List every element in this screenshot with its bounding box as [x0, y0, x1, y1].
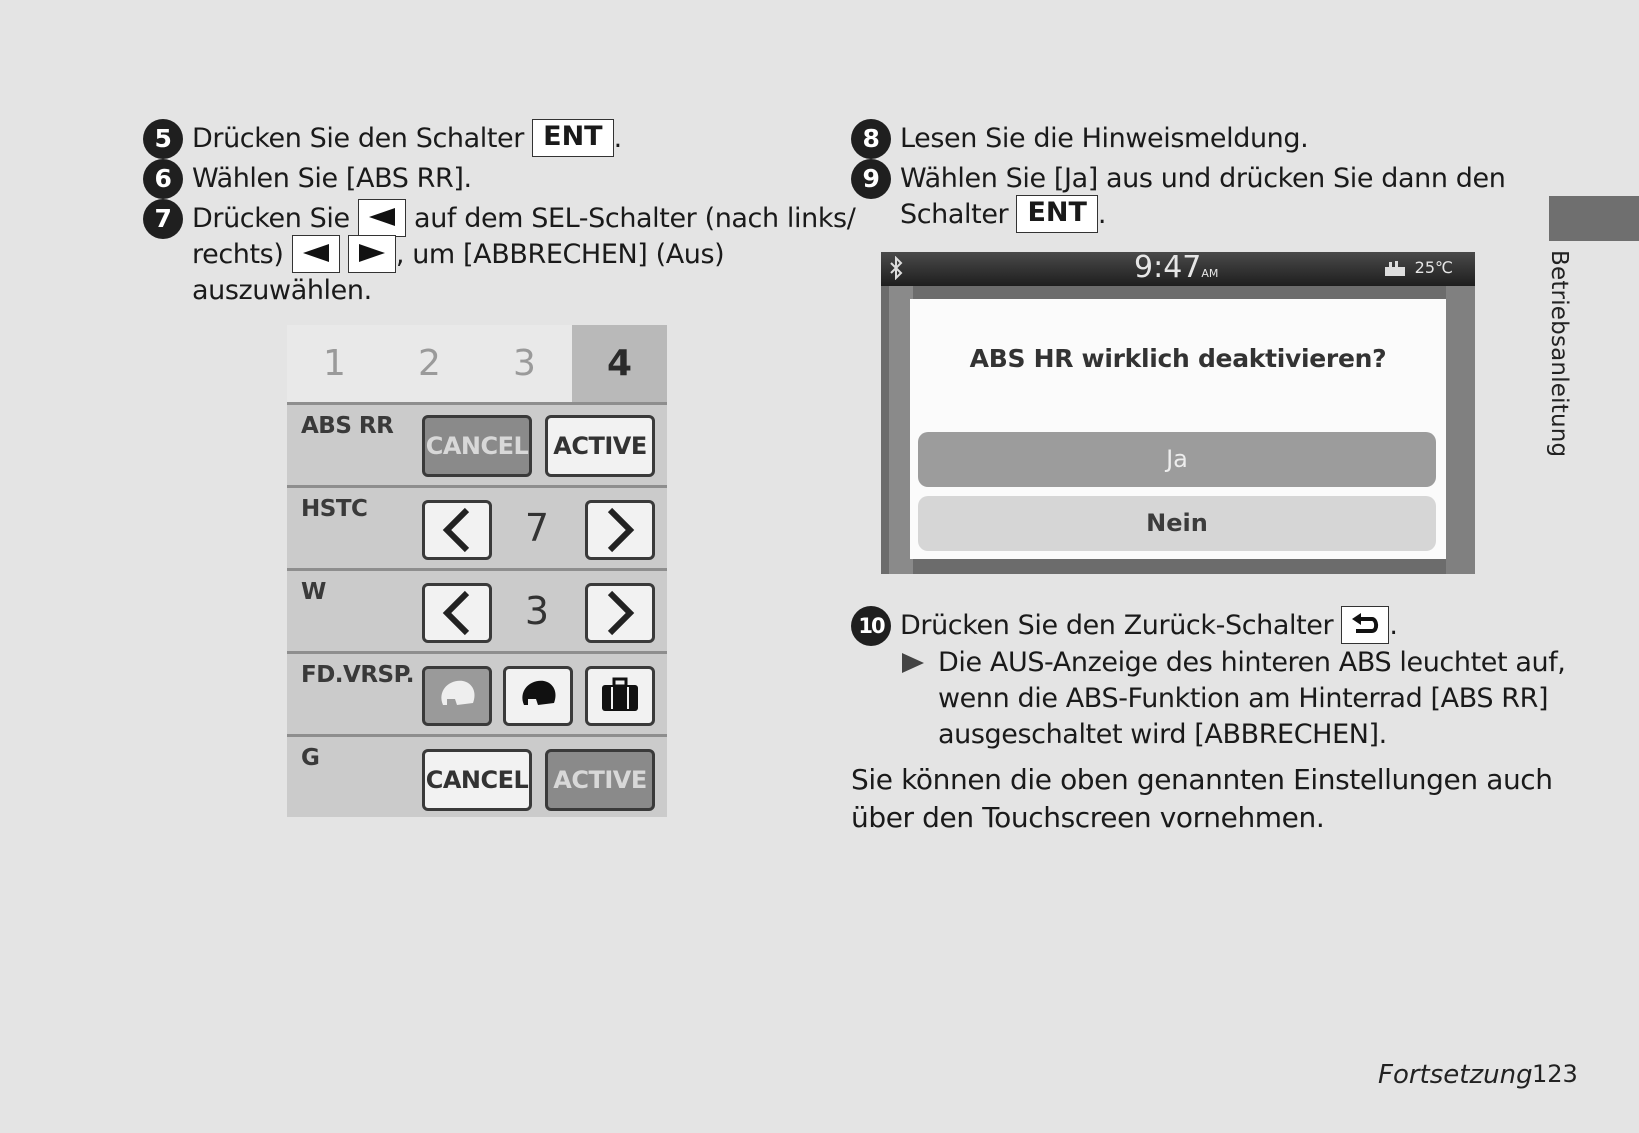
step-5: [143, 121, 622, 159]
bluetooth-icon: [889, 256, 903, 280]
step-text-part: .: [613, 123, 622, 154]
active-button[interactable]: ACTIVE: [545, 415, 655, 477]
side-tab-label: Betriebsanleitung: [1546, 250, 1572, 458]
status-bar: [881, 252, 1475, 286]
step-text: Wählen Sie [ABS RR].: [192, 163, 472, 194]
increase-button[interactable]: [585, 500, 655, 560]
active-button[interactable]: ACTIVE: [545, 749, 655, 811]
row-label: HSTC: [301, 496, 368, 522]
row-label: FD.VRSP.: [301, 662, 414, 688]
ent-key-icon: ENT: [532, 119, 613, 157]
decrease-button[interactable]: [422, 583, 492, 643]
no-button[interactable]: Nein: [918, 496, 1436, 551]
tab-bar: [287, 325, 667, 402]
step-text: [900, 608, 1565, 753]
tab-1[interactable]: 1: [287, 325, 382, 402]
w-value: 3: [524, 589, 550, 633]
luggage-icon: [598, 675, 642, 715]
chevron-right-icon: [600, 506, 640, 554]
dialog-question: ABS HR wirklich deaktivieren?: [969, 344, 1387, 373]
step-6: [143, 161, 472, 199]
settings-panel-screenshot: [287, 325, 667, 817]
step-text-part: rechts): [192, 239, 292, 270]
row-abs-rr: [287, 402, 667, 485]
clock-ampm: AM: [1201, 267, 1219, 280]
cancel-button[interactable]: CANCEL: [422, 415, 532, 477]
step-text-part: Wählen Sie [Ja] aus und drücken Sie dann den: [900, 163, 1506, 194]
step-text-part: Drücken Sie den Zurück-Schalter: [900, 610, 1342, 641]
step-text: [192, 201, 855, 309]
row-label: ABS RR: [301, 413, 394, 439]
clock: [1134, 252, 1218, 285]
step-text: Lesen Sie die Hinweismeldung.: [900, 123, 1309, 154]
row-label: G: [301, 745, 320, 771]
increase-button[interactable]: [585, 583, 655, 643]
right-arrow-key-icon: [348, 235, 396, 273]
left-arrow-key-icon: [292, 235, 340, 273]
touchscreen-note: [851, 761, 1553, 837]
step-8: [851, 121, 1308, 159]
hstc-value: 7: [524, 506, 550, 550]
row-fd-vrsp: [287, 651, 667, 734]
step-number: 10: [851, 606, 891, 646]
temperature: 25℃: [1414, 258, 1453, 277]
clock-time: 9:47: [1134, 252, 1202, 285]
cancel-button[interactable]: CANCEL: [422, 749, 532, 811]
ent-key-icon: ENT: [1016, 195, 1097, 233]
step-number: 9: [851, 159, 891, 199]
note-line: über den Touchscreen vornehmen.: [851, 801, 1325, 834]
luggage-button[interactable]: [585, 666, 655, 726]
note-line: Sie können die oben genannten Einstellungen auch: [851, 763, 1553, 796]
chevron-left-icon: [437, 589, 477, 637]
step-text-part: auf dem SEL-Schalter (nach links/: [405, 203, 856, 234]
confirmation-screen-screenshot: [881, 252, 1475, 574]
yes-button[interactable]: Ja: [918, 432, 1436, 487]
helmet-icon: [435, 675, 479, 715]
step-number: 8: [851, 119, 891, 159]
step-9: [851, 161, 1505, 233]
step-text-part: Drücken Sie den Schalter: [192, 123, 533, 154]
step-number: 6: [143, 159, 183, 199]
step-7: [143, 201, 855, 309]
passenger-helmet-button[interactable]: [503, 666, 573, 726]
row-hstc: [287, 485, 667, 568]
row-g: [287, 734, 667, 817]
result-text: Die AUS-Anzeige des hinteren ABS leuchtet auf,: [938, 647, 1566, 678]
result-text: wenn die ABS-Funktion am Hinterrad [ABS RR]: [938, 683, 1549, 714]
back-key-icon: [1341, 606, 1389, 644]
step-text-part: auszuwählen.: [192, 275, 372, 306]
result-arrow-icon: [900, 651, 926, 675]
tab-4[interactable]: 4: [572, 325, 667, 402]
step-text-part: Schalter: [900, 199, 1017, 230]
thermometer-icon: [1383, 259, 1407, 279]
side-tab: [1549, 196, 1639, 241]
row-label: W: [301, 579, 326, 605]
step-text-part: , um [ABBRECHEN] (Aus): [395, 239, 725, 270]
decrease-button[interactable]: [422, 500, 492, 560]
row-w: [287, 568, 667, 651]
left-arrow-key-icon: [358, 199, 406, 237]
confirm-dialog: [910, 299, 1446, 559]
step-text: [192, 121, 622, 157]
page-number: 123: [1532, 1060, 1578, 1088]
chevron-right-icon: [600, 589, 640, 637]
step-text-part: .: [1389, 610, 1398, 641]
result-text: ausgeschaltet wird [ABBRECHEN].: [938, 719, 1387, 750]
rider-helmet-button[interactable]: [422, 666, 492, 726]
chevron-left-icon: [437, 506, 477, 554]
step-text-part: Drücken Sie: [192, 203, 358, 234]
background-ui: [1446, 286, 1475, 574]
tab-2[interactable]: 2: [382, 325, 477, 402]
continuation-label: Fortsetzung: [1378, 1060, 1533, 1090]
step-number: 5: [143, 119, 183, 159]
step-10: [851, 608, 1565, 753]
step-text-part: .: [1097, 199, 1107, 230]
step-text: [900, 161, 1505, 233]
helmet-icon: [516, 675, 560, 715]
tab-3[interactable]: 3: [477, 325, 572, 402]
step-number: 7: [143, 199, 183, 239]
